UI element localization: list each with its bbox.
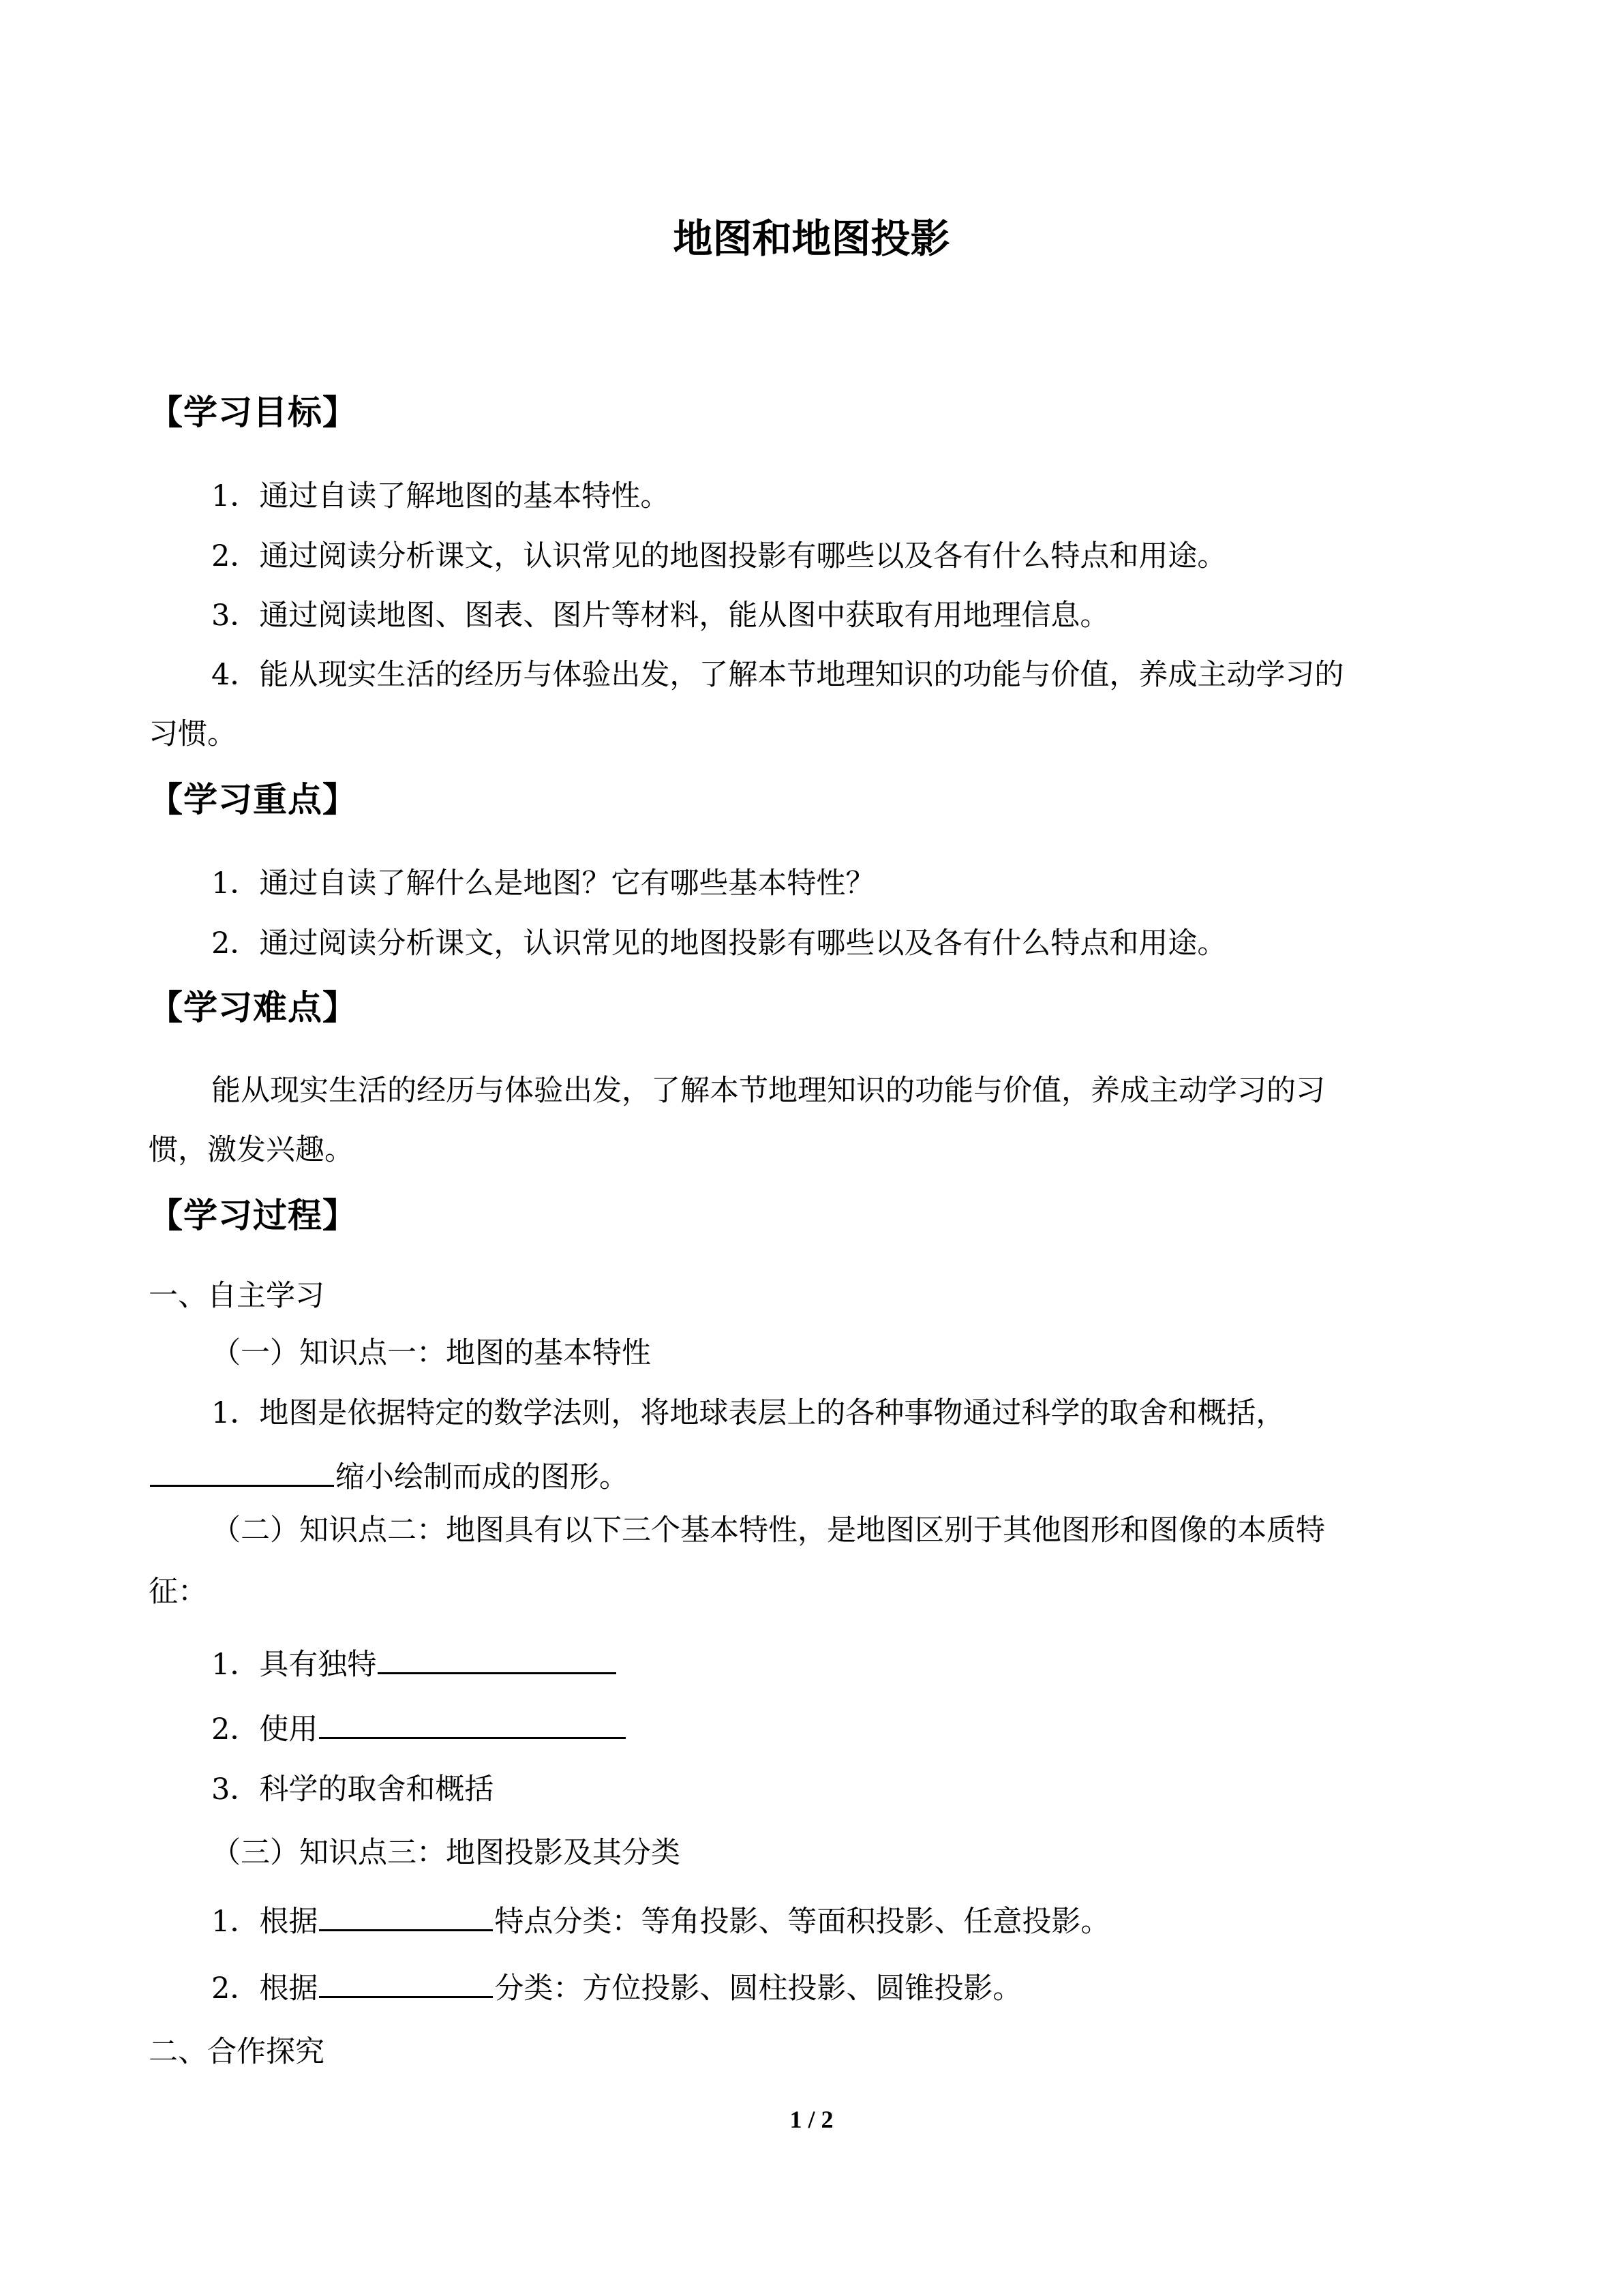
kp1-item-1-text: 缩小绘制而成的图形。 xyxy=(335,1460,628,1494)
section-heading-key-points: 【学习重点】 xyxy=(149,780,357,819)
kp3-item-1-text-a: 1．根据 xyxy=(211,1905,318,1939)
kp3-item-2-text-a: 2．根据 xyxy=(211,1972,318,2006)
key-point-item-2: 2．通过阅读分析课文，认识常见的地图投影有哪些以及各有什么特点和用途。 xyxy=(211,926,1227,961)
difficulty-line-2: 惯，激发兴趣。 xyxy=(149,1133,354,1167)
objective-item-2: 2．通过阅读分析课文，认识常见的地图投影有哪些以及各有什么特点和用途。 xyxy=(211,539,1227,573)
knowledge-point-2-line-2: 征： xyxy=(149,1575,207,1609)
knowledge-point-1: （一）知识点一：地图的基本特性 xyxy=(211,1336,651,1370)
section-heading-difficulties: 【学习难点】 xyxy=(149,988,357,1027)
kp1-item-1-line-1: 1．地图是依据特定的数学法则，将地球表层上的各种事物通过科学的取舍和概括， xyxy=(211,1396,1286,1430)
section-heading-process: 【学习过程】 xyxy=(149,1196,357,1235)
kp3-item-1-text-b: 特点分类：等角投影、等面积投影、任意投影。 xyxy=(494,1905,1110,1939)
kp3-item-1 xyxy=(211,1897,1110,1942)
kp1-item-1-line-2 xyxy=(149,1452,628,1498)
page-title: 地图和地图投影 xyxy=(673,215,950,262)
fill-blank[interactable] xyxy=(319,1963,493,1998)
knowledge-point-3: （三）知识点三：地图投影及其分类 xyxy=(211,1836,680,1870)
kp2-item-2-text: 2．使用 xyxy=(211,1712,318,1747)
objective-item-3: 3．通过阅读地图、图表、图片等材料，能从图中获取有用地理信息。 xyxy=(211,599,1110,633)
kp3-item-2-text-b: 分类：方位投影、圆柱投影、圆锥投影。 xyxy=(494,1972,1022,2006)
part-2-heading: 二、合作探究 xyxy=(149,2035,324,2069)
fill-blank[interactable] xyxy=(319,1897,493,1931)
part-1-heading: 一、自主学习 xyxy=(149,1279,324,1313)
knowledge-point-2-line-1: （二）知识点二：地图具有以下三个基本特性，是地图区别于其他图形和图像的本质特 xyxy=(211,1513,1325,1547)
objective-item-4-cont: 习惯。 xyxy=(149,717,237,751)
kp2-item-1-text: 1．具有独特 xyxy=(211,1648,377,1682)
difficulty-line-1: 能从现实生活的经历与体验出发，了解本节地理知识的功能与价值，养成主动学习的习 xyxy=(211,1074,1325,1108)
kp2-item-3: 3．科学的取舍和概括 xyxy=(211,1772,494,1807)
page-number: 1 / 2 xyxy=(789,2106,834,2133)
objective-item-1: 1．通过自读了解地图的基本特性。 xyxy=(211,479,670,513)
kp3-item-2 xyxy=(211,1963,1022,2009)
objective-item-4: 4．能从现实生活的经历与体验出发，了解本节地理知识的功能与价值，养成主动学习的 xyxy=(211,658,1344,692)
key-point-item-1: 1．通过自读了解什么是地图？它有哪些基本特性？ xyxy=(211,866,875,901)
kp2-item-1 xyxy=(211,1640,618,1685)
fill-blank[interactable] xyxy=(319,1704,626,1739)
fill-blank[interactable] xyxy=(150,1452,334,1487)
fill-blank[interactable] xyxy=(378,1640,616,1674)
kp2-item-2 xyxy=(211,1704,627,1750)
section-heading-objectives: 【学习目标】 xyxy=(149,393,357,432)
